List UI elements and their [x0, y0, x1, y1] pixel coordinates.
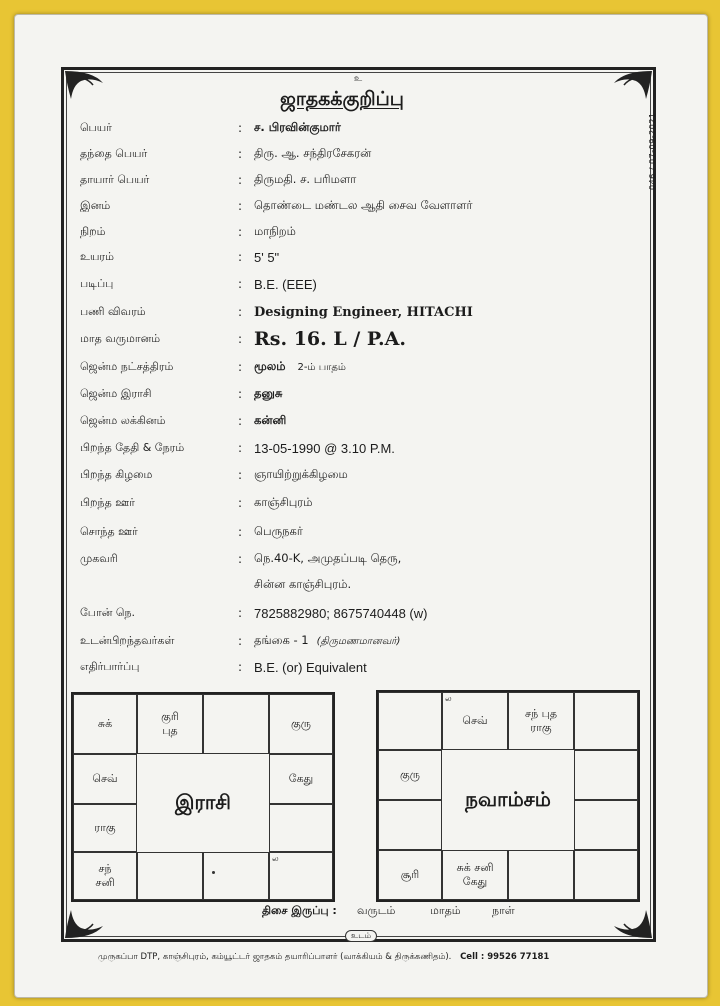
field-value: 13-05-1990 @ 3.10 P.M.	[254, 440, 395, 456]
rasi-house: குரி புத	[137, 694, 203, 754]
field-label: பிறந்த ஊர்	[80, 495, 135, 509]
rasi-house	[203, 852, 269, 900]
top-mark: உ	[354, 74, 363, 84]
rasi-chart-title: இராசி	[175, 789, 231, 814]
dasa-label: திசை இருப்பு :	[262, 904, 337, 917]
corner-ornament-bottom-right	[594, 900, 654, 940]
field-row-name: பெயர் : ச. பிரவின்குமார்	[80, 120, 341, 135]
field-label: உடன்பிறந்தவர்கள்	[80, 633, 175, 647]
field-row-siblings: உடன்பிறந்தவர்கள் : தங்கை - 1 (திருமணமானவர்)	[80, 633, 401, 648]
field-row-native-place: சொந்த ஊர் : பெருநகர்	[80, 524, 303, 539]
rasi-chart	[71, 692, 335, 902]
field-row-birth-day: பிறந்த கிழமை : ஞாயிற்றுக்கிழமை	[80, 467, 348, 482]
field-label: உயரம்	[80, 249, 114, 263]
dasa-year: வருடம்	[357, 904, 396, 917]
rasi-house	[137, 852, 203, 900]
rasi-house	[269, 804, 333, 852]
navamsa-house	[378, 800, 442, 850]
footer-text: முருகப்பா DTP, காஞ்சிபுரம், கம்யூட்டர் ஜாதகம் தயாரிப்பாளர் (வாக்கியம் & திருக்கணிதம்).	[98, 952, 452, 962]
navamsa-house	[574, 750, 638, 800]
field-row-star: ஜென்ம நட்சத்திரம் : மூலம் 2-ம் பாதம்	[80, 359, 346, 374]
field-label: எதிர்பார்ப்பு	[80, 659, 140, 673]
page-title: ஜாதகக்குறிப்பு	[280, 88, 404, 110]
field-value: திருமதி. ச. பரிமளா	[254, 172, 357, 186]
field-label: இனம்	[80, 198, 111, 212]
field-value: தங்கை - 1 (திருமணமானவர்)	[254, 633, 401, 647]
rasi-house	[203, 694, 269, 754]
field-value: 5' 5"	[254, 249, 280, 265]
rasi-house: செவ்	[73, 754, 137, 804]
field-value: தொண்டை மண்டல ஆதி சைவ வேளாளர்	[254, 198, 473, 212]
navamsa-house: ல செவ்	[442, 692, 508, 750]
field-row-community: இனம் : தொண்டை மண்டல ஆதி சைவ வேளாளர்	[80, 198, 473, 213]
navamsa-house	[574, 692, 638, 750]
field-label: பிறந்த கிழமை	[80, 467, 153, 481]
field-label: நிறம்	[80, 224, 106, 238]
field-value: Designing Engineer, HITACHI	[254, 304, 473, 320]
side-reference-number: 046 / 07-09-2021	[648, 112, 657, 190]
field-label: முகவரி	[80, 551, 118, 565]
footer-printer-info	[98, 952, 549, 963]
rasi-house: ராகு	[73, 804, 137, 852]
field-value: B.E. (or) Equivalent	[254, 659, 367, 675]
field-value: மாநிறம்	[254, 224, 296, 238]
field-row-father: தந்தை பெயர் : திரு. ஆ. சந்திரசேகரன்	[80, 146, 372, 161]
corner-ornament-bottom-left	[63, 900, 123, 940]
field-value: சின்ன காஞ்சிபுரம்.	[254, 577, 352, 591]
field-row-lagna: ஜென்ம லக்கினம் : கன்னி	[80, 413, 287, 428]
field-value: ச. பிரவின்குமார்	[254, 120, 341, 134]
navamsa-house: சூரி	[378, 850, 442, 900]
field-label: படிப்பு	[80, 276, 114, 290]
field-row-rasi: ஜென்ம இராசி : தனுசு	[80, 386, 283, 401]
field-value: ஞாயிற்றுக்கிழமை	[254, 467, 348, 481]
navamsa-house	[378, 692, 442, 750]
rasi-house: சுக்	[73, 694, 137, 754]
navamsa-house: குரு	[378, 750, 442, 800]
field-label: ஜென்ம லக்கினம்	[80, 413, 166, 427]
footer-cell: Cell : 99526 77181	[460, 952, 550, 962]
field-row-expectation: எதிர்பார்ப்பு : B.E. (or) Equivalent	[80, 659, 367, 675]
field-label: சொந்த ஊர்	[80, 524, 138, 538]
navamsa-house	[508, 850, 574, 900]
field-value: 7825882980; 8675740448 (w)	[254, 605, 428, 621]
field-label: பிறந்த தேதி & நேரம்	[80, 440, 185, 454]
rasi-house: குரு	[269, 694, 333, 754]
dasa-day: நாள்	[492, 904, 515, 917]
field-value: தனுசு	[254, 386, 283, 400]
field-label: ஜென்ம நட்சத்திரம்	[80, 359, 174, 373]
navamsa-house: சந் புத ராகு	[508, 692, 574, 750]
field-value: கன்னி	[254, 413, 287, 427]
navamsa-chart-title: நவாம்சம்	[465, 786, 551, 811]
corner-ornament-top-left	[63, 69, 123, 109]
field-value: Rs. 16. L / P.A.	[254, 328, 407, 350]
navamsa-house	[574, 800, 638, 850]
field-value: நெ.40-K, அமுதப்படி தெரு,	[254, 551, 402, 565]
field-row-education: படிப்பு : B.E. (EEE)	[80, 276, 317, 292]
field-label: ஜென்ம இராசி	[80, 386, 152, 400]
field-label: பணி விவரம்	[80, 304, 146, 318]
field-label: போன் நெ.	[80, 605, 136, 619]
rasi-house: ல	[269, 852, 333, 900]
field-row-occupation: பணி விவரம் : Designing Engineer, HITACHI	[80, 304, 473, 320]
field-value: B.E. (EEE)	[254, 276, 317, 292]
field-value: மூலம் 2-ம் பாதம்	[254, 359, 346, 373]
field-value: பெருநகர்	[254, 524, 303, 538]
navamsa-house: சுக் சனி கேது	[442, 850, 508, 900]
field-label: மாத வருமானம்	[80, 331, 161, 345]
field-row-address-line2	[254, 574, 351, 596]
navamsa-chart	[376, 690, 640, 902]
rasi-house: சந் சனி	[73, 852, 137, 900]
field-label: தாயார் பெயர்	[80, 172, 150, 186]
field-row-birth-datetime: பிறந்த தேதி & நேரம் : 13-05-1990 @ 3.10 P.M.	[80, 440, 395, 456]
rasi-house: கேது	[269, 754, 333, 804]
corner-ornament-top-right	[594, 69, 654, 109]
footer-emblem: உடம்	[345, 930, 377, 942]
dasa-month: மாதம்	[430, 904, 461, 917]
field-row-mother: தாயார் பெயர் : திருமதி. ச. பரிமளா	[80, 172, 357, 187]
field-row-complexion: நிறம் : மாநிறம்	[80, 224, 296, 239]
field-value: காஞ்சிபுரம்	[254, 495, 313, 509]
navamsa-house	[574, 850, 638, 900]
field-label: பெயர்	[80, 120, 112, 134]
field-row-birth-place: பிறந்த ஊர் : காஞ்சிபுரம்	[80, 495, 313, 510]
field-label: தந்தை பெயர்	[80, 146, 148, 160]
field-row-height: உயரம் : 5' 5"	[80, 249, 280, 265]
field-row-phone: போன் நெ. : 7825882980; 8675740448 (w)	[80, 605, 428, 621]
field-row-address: முகவரி : நெ.40-K, அமுதப்படி தெரு,	[80, 551, 402, 566]
field-row-income: மாத வருமானம் : Rs. 16. L / P.A.	[80, 328, 407, 350]
field-value: திரு. ஆ. சந்திரசேகரன்	[254, 146, 372, 160]
